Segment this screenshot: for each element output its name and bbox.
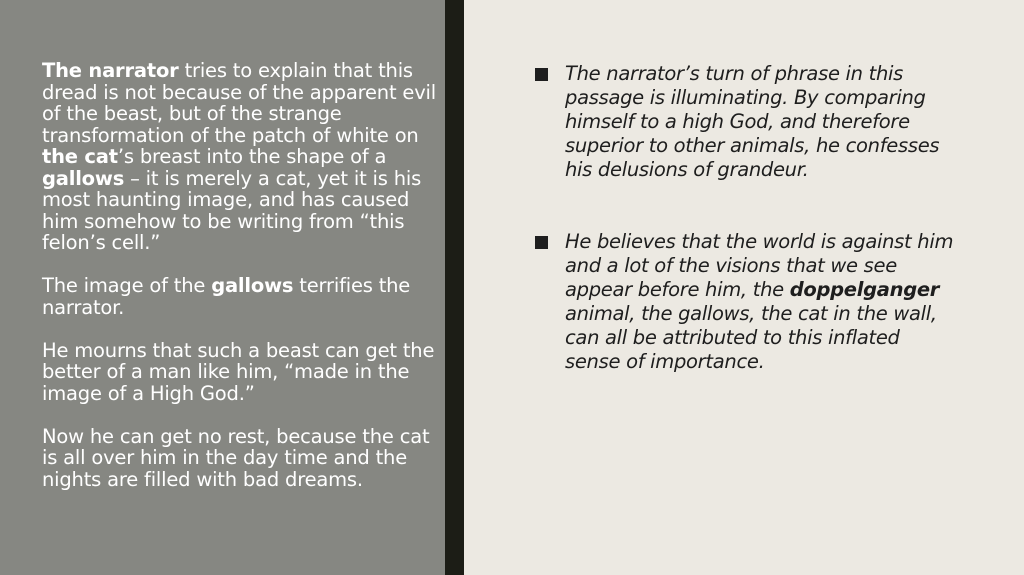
left-paragraph-3: He mourns that such a beast can get the better of a man like him, “made in the image of a High God.” — [42, 338, 435, 405]
bullet-2-text-a: He believes that the world is against him and a lot of the visions that we see appear before him, the — [565, 230, 954, 301]
emphasis-gallows-2: gallows — [211, 274, 294, 297]
square-bullet-icon — [535, 236, 548, 249]
left-paragraph-1-text-b: ’s breast into the shape of a — [117, 145, 387, 168]
emphasis-gallows: gallows — [42, 166, 125, 190]
emphasis-narrator: The narrator — [42, 59, 179, 82]
left-panel — [0, 0, 445, 575]
divider-bar — [445, 0, 464, 575]
bullet-item-2 — [535, 230, 960, 374]
bullet-2-text-b: animal, the gallows, the cat in the wall, can all be attributed to this inflated sense of importance. — [565, 302, 937, 373]
left-paragraph-2-text-b: terrifies the narrator. — [42, 274, 411, 319]
emphasis-the-cat: the cat — [42, 145, 118, 168]
bullet-list — [535, 62, 960, 374]
square-bullet-icon — [535, 68, 548, 81]
left-text-block — [42, 60, 437, 512]
left-paragraph-2 — [42, 275, 437, 318]
left-paragraph-2-text-a: The image of the — [42, 274, 212, 297]
left-paragraph-1 — [42, 60, 437, 254]
emphasis-doppelganger: doppelganger — [789, 278, 940, 301]
left-paragraph-1-text-c: – it is merely a cat, yet it is his most haunting image, and has caused him somehow to be writing from “this felon’s cell.” — [42, 166, 422, 254]
bullet-item-1 — [535, 62, 960, 182]
bullet-1-text: The narrator’s turn of phrase in this passage is illuminating. By comparing himself to a high God, and therefore superior to other animals, he confesses his delusions of grandeur. — [565, 62, 940, 181]
left-paragraph-1-text-a: tries to explain that this dread is not because of the apparent evil of the beast, but of the strange transformation of the patch of white on — [42, 59, 436, 147]
left-paragraph-4: Now he can get no rest, because the cat is all over him in the day time and the nights are filled with bad dreams. — [42, 424, 430, 491]
